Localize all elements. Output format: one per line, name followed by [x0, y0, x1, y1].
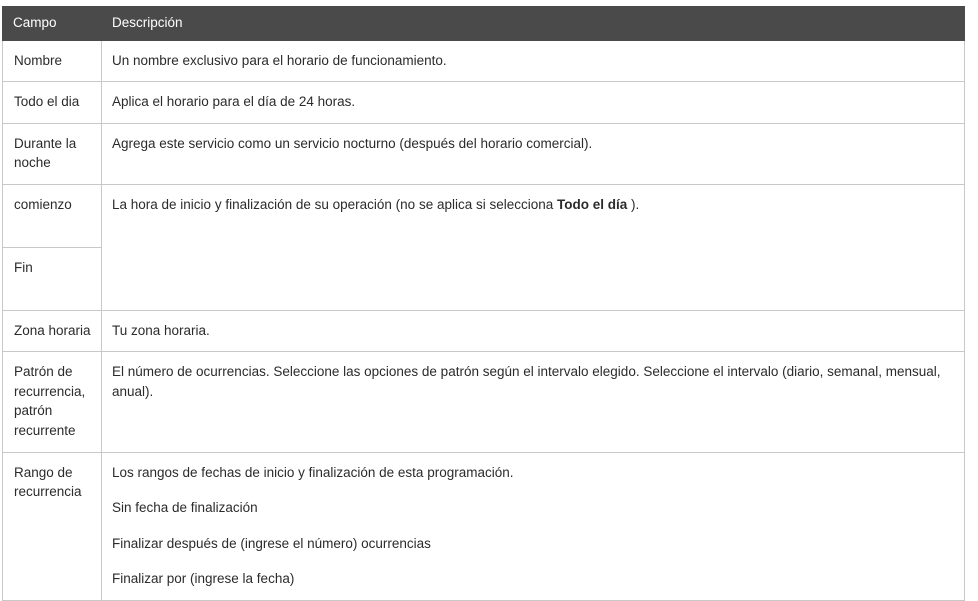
table-row — [3, 40, 965, 82]
table-row — [3, 82, 965, 124]
description-text: Agrega este servicio como un servicio nocturno (después del horario comercial). — [112, 135, 593, 151]
field-description-cell — [102, 310, 965, 352]
description-text: Un nombre exclusivo para el horario de funcionamiento. — [112, 52, 447, 68]
description-text: Los rangos de fechas de inicio y finalización de esta programación. — [112, 464, 514, 480]
field-name-cell: Fin — [3, 247, 102, 310]
schedule-fields-table — [2, 6, 965, 601]
column-header-campo: Campo — [3, 7, 102, 41]
field-description-cell — [102, 352, 965, 452]
table-row — [3, 184, 965, 247]
description-text: Finalizar por (ingrese la fecha) — [112, 571, 295, 587]
description-emphasis: Todo el día — [557, 196, 628, 212]
description-text: Sin fecha de finalización — [112, 500, 258, 516]
table-header-row — [3, 7, 965, 41]
field-description-cell — [102, 452, 965, 600]
field-description-cell — [102, 40, 965, 82]
field-description-cell — [102, 184, 965, 310]
field-name-cell: comienzo — [3, 184, 102, 247]
field-description-cell — [102, 123, 965, 184]
field-name-cell: Nombre — [3, 40, 102, 82]
table-row — [3, 452, 965, 600]
table-row — [3, 352, 965, 452]
description-text: Finalizar después de (ingrese el número) ocurrencias — [112, 535, 431, 551]
description-text: El número de ocurrencias. Seleccione las opciones de patrón según el intervalo elegido. Seleccione el intervalo (diario, semanal, mensual, anual). — [112, 364, 941, 399]
table-row — [3, 310, 965, 352]
field-name-cell: Todo el dia — [3, 82, 102, 124]
description-text: Aplica el horario para el día de 24 horas. — [112, 94, 356, 110]
field-name-cell: Zona horaria — [3, 310, 102, 352]
field-name-cell: Rango de recurrencia — [3, 452, 102, 600]
description-text-tail: ). — [627, 196, 640, 212]
field-name-cell: Patrón de recurrencia, patrón recurrente — [3, 352, 102, 452]
column-header-descripcion: Descripción — [102, 7, 965, 41]
field-description-cell — [102, 82, 965, 124]
field-name-cell: Durante la noche — [3, 123, 102, 184]
description-text: La hora de inicio y finalización de su operación (no se aplica si selecciona — [112, 196, 558, 212]
table-row — [3, 123, 965, 184]
description-text: Tu zona horaria. — [112, 322, 210, 338]
